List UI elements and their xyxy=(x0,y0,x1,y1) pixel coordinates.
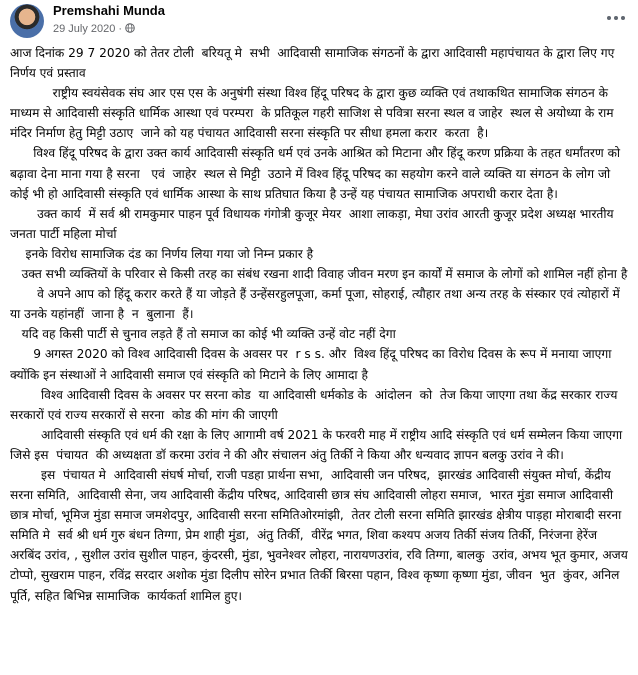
post-paragraph: राष्ट्रीय स्वयंसेवक संघ आर एस एस के अनुषंगी संस्था विश्व हिंदू परिषद के द्वारा कुछ व्यक्ति एवं तथाकथित सामाजिक संगठन के माध्यम से आदिवासी संस्कृति धार्मिक आस्था एवं परम्परा के प्रतिकूल गहरी साजिश से पवित्रा सरना स्थल व जाहेर स्थल से अयोध्या के राम मंदिर निर्माण हेतु मिट्टी उठाए जाने को यह पंचायत आदिवासी सरना संस्कृति पर सीधा हमला करार करता है। xyxy=(10,86,618,141)
post-date[interactable]: 29 July 2020 xyxy=(53,23,116,35)
post-paragraph: उक्त कार्य में सर्व श्री रामकुमार पाहन पूर्व विधायक गंगोत्री कुजूर मेयर आशा लाकड़ा, मेघा उरांव आरती कुजूर प्रदेश अध्यक्ष भारतीय जनता पार्टी महिला मोर्चा xyxy=(10,206,618,241)
post-paragraph: 9 अगस्त 2020 को विश्व आदिवासी दिवस के अवसर पर r s s. और विश्व हिंदू परिषद का विरोध दिवस के रूप में मनाया जाएगा क्योंकि इन संस्थाओं ने आदिवासी समाज एवं संस्कृति को मिटाने के लिए आमादा है xyxy=(10,347,616,382)
globe-icon xyxy=(125,23,135,33)
post-paragraph: इनके विरोध सामाजिक दंड का निर्णय लिया गया जो निम्न प्रकार है xyxy=(10,246,314,261)
post-meta xyxy=(53,23,135,35)
meta-separator: · xyxy=(118,23,123,35)
post-paragraph: विश्व आदिवासी दिवस के अवसर पर सरना कोड या आदिवासी धर्मकोड के आंदोलन को तेज किया जाएगा तथा केंद्र सरकार राज्य सरकारों एवं राज्य सरकारों से सरना कोड की मांग की जाएगी xyxy=(10,387,622,422)
author-name[interactable]: Premshahi Munda xyxy=(53,3,165,18)
post-paragraph: आज दिनांक 29 7 2020 को तेतर टोली बरियतू मे सभी आदिवासी सामाजिक संगठनों के द्वारा आदिवासी महापंचायत के द्वारा लिए गए निर्णय एवं प्रस्ताव xyxy=(10,46,619,81)
post-paragraph: उक्त सभी व्यक्तियों के परिवार से किसी तरह का संबंध रखना शादी विवाह जीवन मरण इन कार्यों में समाज के लोगों को शामिल नहीं होना है xyxy=(10,267,628,282)
more-options-icon[interactable] xyxy=(602,8,630,28)
post-paragraph: वे अपने आप को हिंदू करार करते हैं या जोड़ते हैं उन्हेंसरहुलपूजा, कर्मा पूजा, सोहराई, त्यौहार तथा अन्य तरह के संस्कार एवं त्योहारों में या उनके यहांनहीं जाना है न बुलाना हैं। xyxy=(10,287,624,322)
post-body xyxy=(10,43,630,606)
post-header xyxy=(0,0,638,44)
post-paragraph: विश्व हिंदू परिषद के द्वारा उक्त कार्य आदिवासी संस्कृति धर्म एवं उनके आश्रित को मिटाना और हिंदू करण प्रक्रिया के तहत धर्मांतरण को बढ़ावा देना माना गया है सरना एवं जाहेर स्थल से मिट्टी उठाने में विश्व हिंदू परिषद का सहयोग करने वाले व्यक्ति या संगठन के लोग जो कोई भी हो आदिवासी संस्कृति एवं धार्मिक आस्था के साथ प्रतिघात किया है उन्हें यह पंचायत सामाजिक अपराधी करार देता है। xyxy=(10,146,624,201)
avatar[interactable] xyxy=(10,4,44,38)
post-paragraph: आदिवासी संस्कृति एवं धर्म की रक्षा के लिए आगामी वर्ष 2021 के फरवरी माह में राष्ट्रीय आदि संस्कृति एवं धर्म सम्मेलन किया जाएगा जिसे इस पंचायत की अध्यक्षता डॉ करमा उरांव ने की और संचालन अंतु तिर्की ने किया और धन्यवाद ज्ञापन बलकु उरांव ने की। xyxy=(10,427,626,462)
post-paragraph: इस पंचायत मे आदिवासी संघर्ष मोर्चा, राजी पडहा प्रार्थना सभा, आदिवासी जन परिषद, झारखंड आदिवासी संयुक्त मोर्चा, केंद्रीय सरना समिति, आदिवासी सेना, जय आदिवासी केंद्रीय परिषद, आदिवासी छात्र संघ आदिवासी लोहरा समाज, भारत मुंडा समाज आदिवासी छात्र मोर्चा, भूमिज मुंडा समाज जमशेदपुर, आदिवासी सरना समितिओरमांझी, तेतर टोली सरना समिति झारखंड क्षेत्रीय पाड़हा मोराबादी सरना समिति मे सर्व श्री धर्म गुरु बंधन तिग्गा, प्रेम शाही मुंडा, अंतु तिर्की, वीरेंद्र भगत, शिवा कश्यप अजय तिर्की संजय तिर्की, निरंजना हेरेंज अरबिंद उरांव, , सुशील उरांव सुशील पाहन, कुंदरसी, मुंडा, भुवनेश्वर लोहरा, नारायणउरांव, रवि तिग्गा, बालकु उरांव, अभय भूत कुमार, अजय टोप्पो, सुखराम पाहन, रविंद्र सरदार अशोक मुंडा दिलीप सोरेन प्रभात तिर्की बिरसा पहान, विश्व कृष्णा कृष्णा मुंडा, जीवन भुत कुंवर, अनिल पूर्ति, सहित बिभिन्न सामाजिक कार्यकर्ता शामिल हुए। xyxy=(10,467,632,603)
post-paragraph: यदि वह किसी पार्टी से चुनाव लड़ते हैं तो समाज का कोई भी व्यक्ति उन्हें वोट नहीं देगा xyxy=(10,327,396,342)
